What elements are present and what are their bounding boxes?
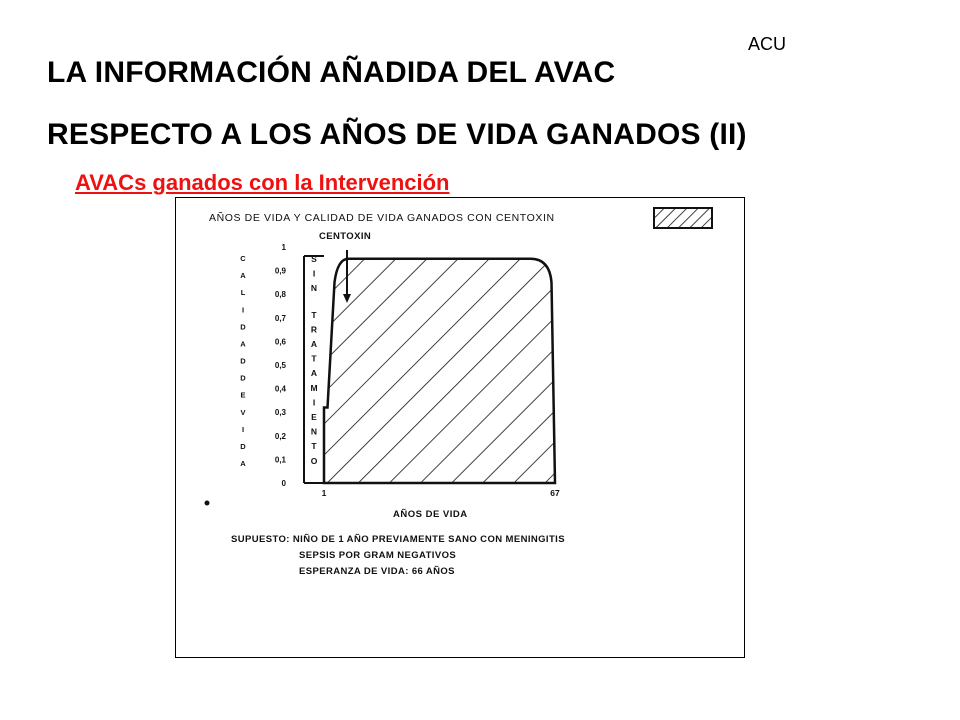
sin-tratamiento-letter: R: [310, 324, 318, 335]
sin-tratamiento-letter: I: [312, 397, 316, 408]
y-axis-label-letter: A: [240, 459, 246, 468]
y-tick-label: 0,4: [274, 384, 286, 394]
sin-tratamiento-letter: T: [311, 441, 317, 452]
y-axis-label-letter: L: [240, 288, 246, 298]
y-tick-label: 0,6: [274, 337, 286, 347]
y-tick-label: 0,8: [274, 290, 286, 300]
sin-tratamiento-letter: S: [311, 254, 317, 264]
sin-tratamiento-letter: O: [310, 455, 318, 466]
y-axis-ticks: [275, 243, 287, 488]
y-tick-label: 0,3: [274, 408, 286, 418]
y-axis-label-letter: A: [240, 271, 246, 281]
centoxin-label: CENTOXIN: [319, 231, 372, 242]
y-axis-label-letter: D: [240, 356, 246, 366]
sin-tratamiento-letter: N: [310, 426, 318, 437]
x-tick-label: 1: [321, 488, 327, 498]
legend-swatch: [654, 208, 712, 228]
sin-tratamiento-letter: E: [311, 412, 317, 422]
sin-tratamiento-letter: I: [312, 268, 316, 279]
sin-tratamiento-letter: M: [310, 382, 318, 393]
sin-tratamiento-letter: T: [311, 353, 317, 364]
note-line-1: SUPUESTO: NIÑO DE 1 AÑO PREVIAMENTE SANO CON MENINGITIS: [231, 534, 565, 545]
page-subtitle: AVACs ganados con la Intervención: [75, 170, 450, 195]
sin-tratamiento-letter: T: [311, 309, 317, 320]
x-axis-ticks: [322, 488, 560, 498]
y-axis-label: [240, 254, 246, 468]
x-tick-label: 67: [550, 488, 560, 498]
y-tick-label: 0: [281, 479, 286, 488]
y-tick-label: 0,7: [274, 313, 286, 323]
y-axis-label-letter: C: [240, 254, 246, 263]
y-tick-label: 0,9: [274, 266, 286, 276]
y-axis-label-letter: I: [241, 424, 245, 434]
y-axis-label-letter: E: [240, 390, 246, 400]
sin-tratamiento-letter: A: [310, 368, 318, 379]
note-line-2: SEPSIS POR GRAM NEGATIVOS: [299, 550, 457, 561]
chart-svg: [176, 198, 744, 657]
y-tick-label: 1: [281, 243, 286, 252]
qaly-gained-area: [324, 259, 555, 483]
y-tick-label: 0,2: [274, 431, 286, 441]
y-axis-label-letter: A: [240, 339, 246, 349]
sin-tratamiento-label: [310, 254, 317, 466]
sin-tratamiento-letter: A: [310, 339, 318, 349]
x-axis-label: AÑOS DE VIDA: [393, 509, 468, 520]
y-axis-label-letter: V: [240, 407, 246, 417]
y-axis-label-letter: D: [240, 322, 246, 332]
chart-figure: [175, 197, 745, 658]
y-axis-label-letter: D: [240, 441, 246, 451]
corner-label: ACU: [748, 34, 787, 54]
y-tick-label: 0,5: [274, 361, 286, 370]
sin-tratamiento-letter: N: [310, 283, 318, 294]
y-axis-label-letter: D: [240, 373, 246, 383]
page-title-line-1: LA INFORMACIÓN AÑADIDA DEL AVAC: [47, 56, 616, 89]
y-axis-label-letter: I: [241, 305, 245, 315]
y-tick-label: 0,1: [274, 455, 286, 465]
chart-title: AÑOS DE VIDA Y CALIDAD DE VIDA GANADOS CON CENTOXIN: [209, 212, 555, 224]
scan-speck: [205, 501, 210, 506]
note-line-3: ESPERANZA DE VIDA: 66 AÑOS: [299, 566, 455, 577]
page-title-line-2: RESPECTO A LOS AÑOS DE VIDA GANADOS (II): [47, 118, 747, 151]
